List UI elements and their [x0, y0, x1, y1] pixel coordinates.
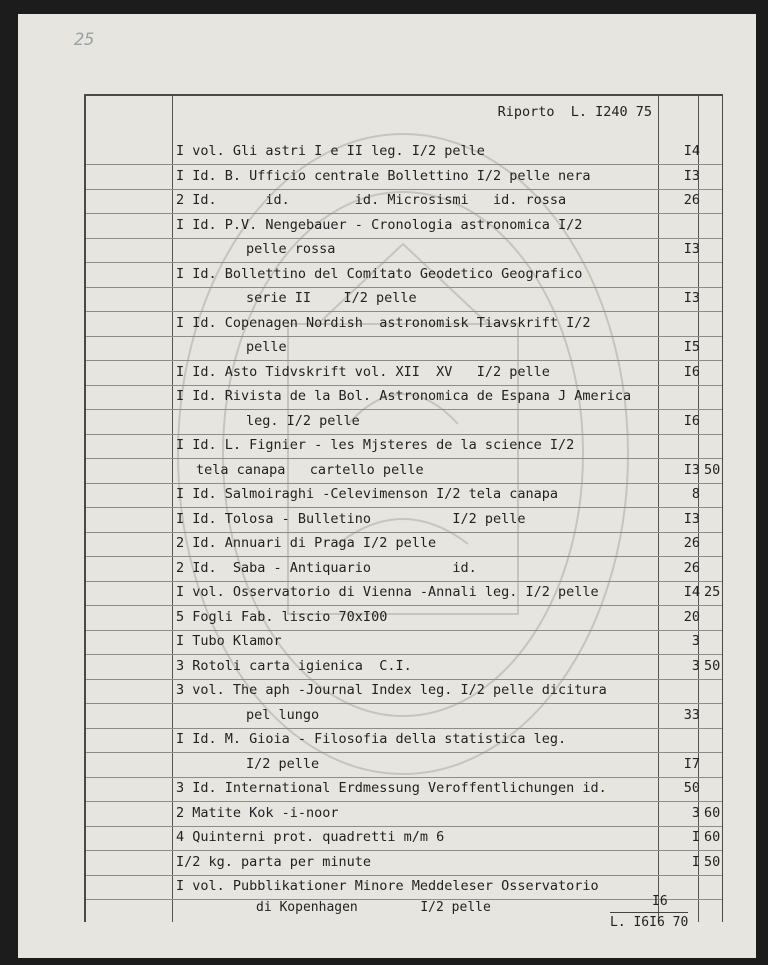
page-number: 25	[74, 30, 95, 50]
ledger-row	[86, 851, 722, 876]
row-description: I Id. P.V. Nengebauer - Cronologia astronomica I/2	[176, 216, 583, 233]
ledger-row	[86, 287, 722, 312]
row-description: 5 Fogli Fab. liscio 70xI00	[176, 608, 388, 625]
row-description: 4 Quinterni prot. quadretti m/m 6	[176, 829, 445, 845]
ledger-row	[86, 140, 722, 165]
row-description: I vol. Pubblikationer Minore Meddeleser Osservatorio	[176, 878, 599, 894]
ledger-row	[86, 679, 722, 704]
row-amount: 8	[691, 486, 700, 502]
row-amount: 3	[691, 804, 700, 821]
ledger-row	[86, 434, 722, 459]
row-description: pel lungo	[246, 706, 320, 723]
row-description: I Tubo Klamor	[176, 633, 282, 649]
row-amount: 3	[691, 657, 700, 674]
ledger-row	[86, 361, 722, 386]
ledger-row	[86, 802, 722, 827]
row-amount: 50	[683, 780, 700, 796]
ledger-row	[86, 385, 722, 410]
row-description: I/2 kg. parta per minute	[176, 853, 372, 870]
row-description: I/2 pelle	[246, 755, 320, 772]
row-amount: I	[691, 853, 700, 870]
row-amount: 26	[683, 559, 700, 576]
row-amount: 3	[691, 633, 700, 649]
ledger-row	[86, 238, 722, 263]
row-description: serie II I/2 pelle	[246, 290, 417, 306]
ledger-row	[86, 704, 722, 729]
row-description: I Id. Bollettino del Comitato Geodetico Geografico	[176, 265, 583, 282]
row-description: I Id. Salmoiraghi -Celevimenson I/2 tela canapa	[176, 486, 559, 502]
row-cents: 50	[704, 461, 721, 478]
row-description: 3 Id. International Erdmessung Veroffentlichungen id.	[176, 780, 607, 796]
ledger-row	[86, 263, 722, 288]
row-description: I vol. Gli astri I e II leg. I/2 pelle	[176, 143, 485, 159]
ledger-row	[86, 336, 722, 361]
ledger-row	[86, 532, 722, 557]
row-description: 2 Id. id. id. Microsismi id. rossa	[176, 192, 567, 208]
row-amount: I5	[683, 339, 700, 355]
ledger-row	[86, 483, 722, 508]
row-description: 2 Id. Annuari di Praga I/2 pelle	[176, 535, 437, 551]
row-description: I Id. Copenagen Nordish astronomisk Tiavskrift I/2	[176, 314, 591, 331]
row-amount: 26	[683, 192, 700, 208]
footer-last-amount: I6	[652, 894, 668, 909]
row-description: I Id. Rivista de la Bol. Astronomica de Espana J America	[176, 388, 632, 404]
row-description: 2 Id. Saba - Antiquario id.	[176, 559, 477, 576]
footer-continuation: di Kopenhagen I/2 pelle	[256, 900, 491, 915]
row-description: 3 vol. The aph -Journal Index leg. I/2 pelle dicitura	[176, 682, 607, 698]
row-amount: I3	[683, 510, 700, 527]
ledger-row	[86, 557, 722, 582]
ledger-row	[86, 826, 722, 851]
row-amount: I3	[683, 290, 700, 306]
row-amount: 26	[683, 535, 700, 551]
row-amount: 33	[683, 706, 700, 723]
row-description: pelle	[246, 339, 287, 355]
row-amount: I4	[683, 584, 700, 600]
row-description: I Id. L. Fignier - les Mjsteres de la science I/2	[176, 437, 575, 453]
row-cents: 60	[704, 829, 721, 845]
ledger-row	[86, 875, 722, 900]
document-page	[18, 14, 756, 958]
row-cents: 25	[704, 584, 721, 600]
row-cents: 60	[704, 804, 721, 821]
riporto-line: Riporto L. I240 75	[497, 104, 652, 120]
ledger-row	[86, 165, 722, 190]
ledger-row	[86, 508, 722, 533]
ledger-table	[84, 94, 723, 922]
ledger-row	[86, 581, 722, 606]
ledger-row	[86, 630, 722, 655]
row-amount: I3	[683, 241, 700, 257]
row-description: pelle rossa	[246, 241, 336, 257]
row-amount: I4	[683, 143, 700, 159]
row-description: I Id. M. Gioia - Filosofia della statistica leg.	[176, 731, 567, 747]
ledger-row	[86, 753, 722, 778]
footer-total: L. I6I6 70	[610, 912, 688, 930]
ledger-row	[86, 189, 722, 214]
row-amount: I3	[683, 461, 700, 478]
row-cents: 50	[704, 853, 721, 870]
row-amount: I3	[683, 167, 700, 184]
row-description: I Id. Tolosa - Bulletino I/2 pelle	[176, 510, 526, 527]
ledger-row	[86, 728, 722, 753]
row-description: I vol. Osservatorio di Vienna -Annali leg. I/2 pelle	[176, 584, 599, 600]
ledger-row	[86, 214, 722, 239]
row-amount: I7	[683, 755, 700, 772]
row-amount: I	[691, 829, 700, 845]
row-description: I Id. B. Ufficio centrale Bollettino I/2 pelle nera	[176, 167, 591, 184]
row-description: leg. I/2 pelle	[246, 412, 360, 429]
row-description: 3 Rotoli carta igienica C.I.	[176, 657, 412, 674]
ledger-row	[86, 312, 722, 337]
row-description: 2 Matite Kok -i-noor	[176, 804, 339, 821]
row-amount: 20	[683, 608, 700, 625]
ledger-row	[86, 777, 722, 802]
row-amount: I6	[683, 363, 700, 380]
row-cents: 50	[704, 657, 721, 674]
row-amount: I6	[683, 412, 700, 429]
ledger-row	[86, 410, 722, 435]
row-description: tela canapa cartello pelle	[196, 461, 424, 478]
row-description: I Id. Asto Tidvskrift vol. XII XV I/2 pelle	[176, 363, 550, 380]
ledger-row	[86, 606, 722, 631]
ledger-row	[86, 655, 722, 680]
ledger-row	[86, 459, 722, 484]
